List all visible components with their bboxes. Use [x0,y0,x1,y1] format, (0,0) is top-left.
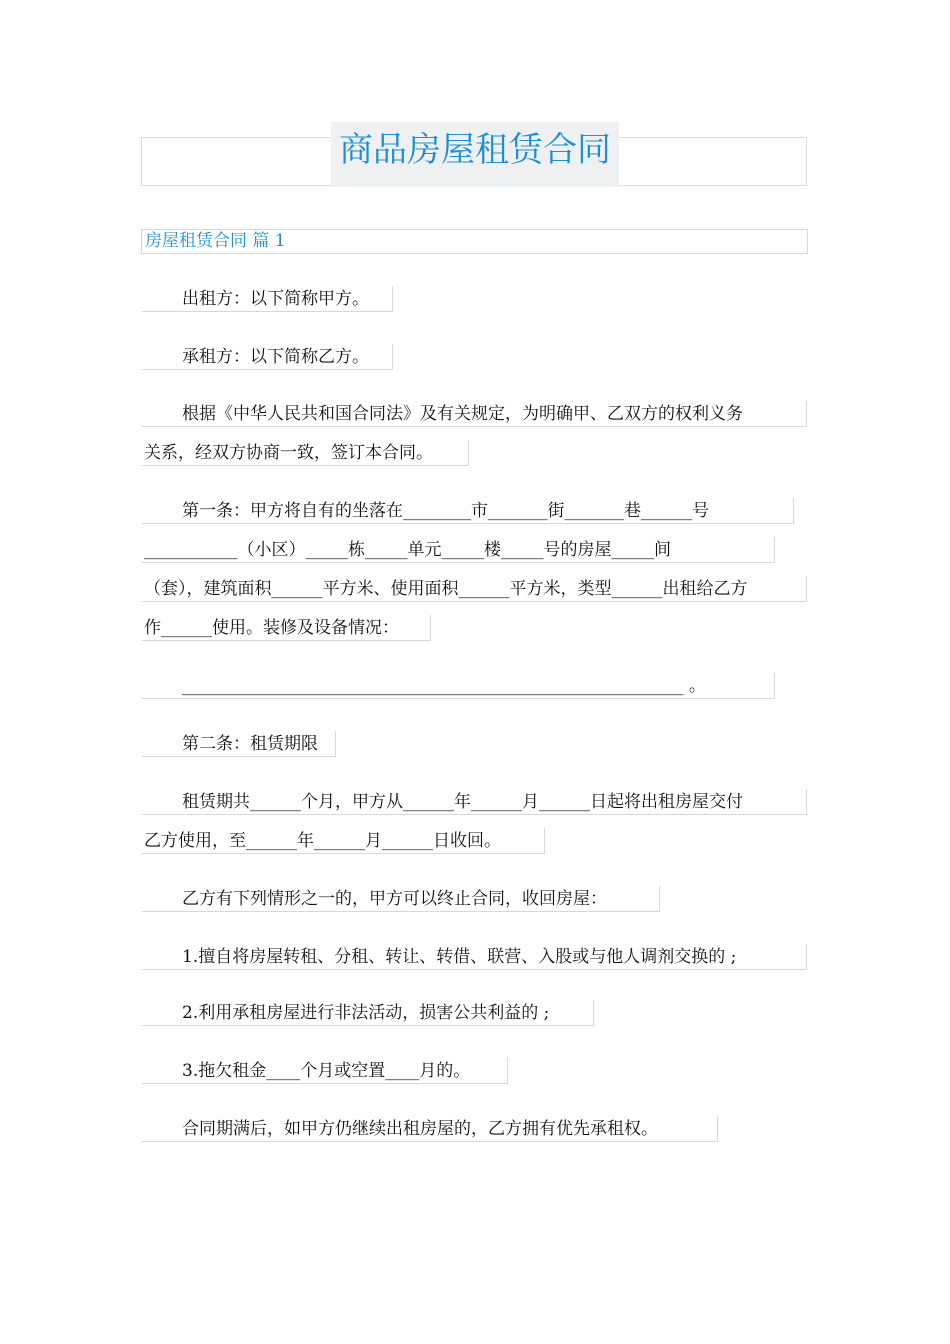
paragraph-line: 乙方使用，至______年______月______日收回。 [142,828,545,854]
document-title: 商品房屋租赁合同 [339,130,611,170]
paragraph-line: 乙方有下列情形之一的，甲方可以终止合同，收回房屋： [142,886,660,912]
paragraph-line: ___________（小区）_____栋_____单元_____楼_____号的房屋_____间 [142,537,775,563]
paragraph-line: 租赁期共______个月，甲方从______年______月______日起将出租房屋交付 [142,789,807,815]
paragraph-line: 关系，经双方协商一致，签订本合同。 [142,440,469,466]
section-heading: 房屋租赁合同 篇 1 [145,231,286,251]
paragraph-line: 出租方：以下简称甲方。 [142,286,393,312]
list-item: 1.擅自将房屋转租、分租、转让、转借、联营、入股或与他人调剂交换的 ; [142,944,807,970]
paragraph-line: 承租方：以下简称乙方。 [142,344,393,370]
paragraph-line: （套），建筑面积______平方米、使用面积______平方米，类型______出租给乙方 [142,576,807,602]
paragraph-line: 第二条：租赁期限 [142,731,336,757]
paragraph-line: ___________________________________________________________ 。 [142,673,775,699]
list-item: 2.利用承租房屋进行非法活动，损害公共利益的 ; [142,1000,594,1026]
list-item: 3.拖欠租金____个月或空置____月的。 [142,1058,508,1084]
paragraph-line: 根据《中华人民共和国合同法》及有关规定，为明确甲、乙双方的权利义务 [142,401,807,427]
paragraph-line: 合同期满后，如甲方仍继续出租房屋的，乙方拥有优先承租权。 [142,1116,718,1142]
paragraph-line: 作______使用。装修及设备情况： [142,615,431,641]
paragraph-line: 第一条：甲方将自有的坐落在________市_______街_______巷______号 [142,498,794,524]
